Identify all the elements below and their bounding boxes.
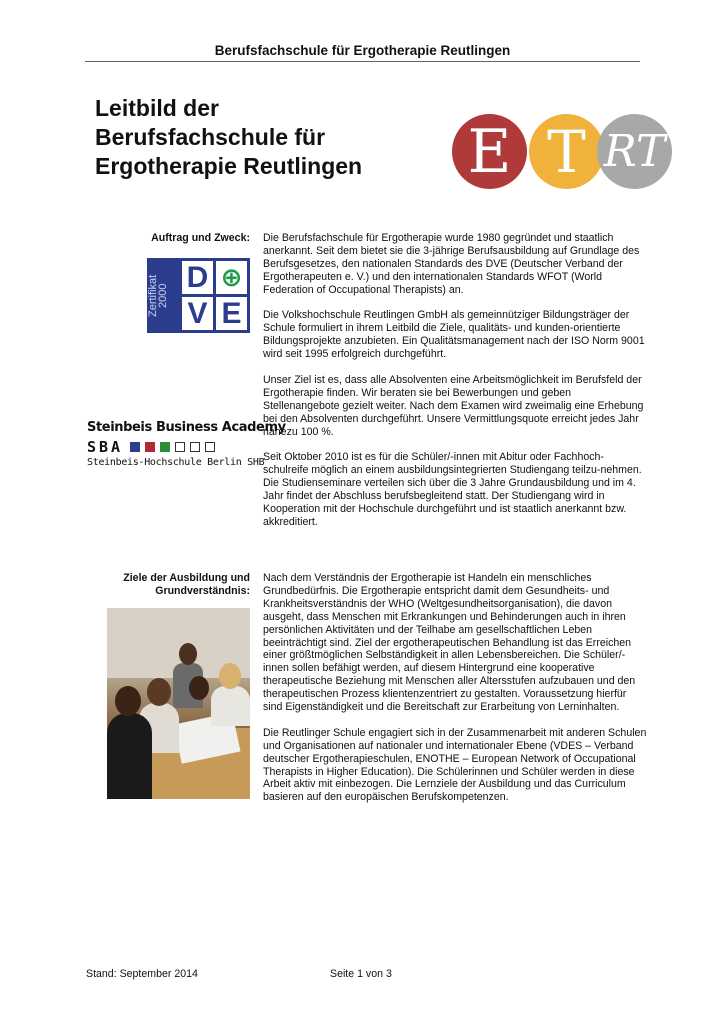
dve-emblem-icon: ⊕ [216,261,247,294]
paragraph: Nach dem Verständnis der Ergotherapie ist Handeln ein menschliches Grundbedürfnis. Die Ergotherapie entspricht damit dem Gesundheits- und Krankheitsverständnis der WHO (Weltgesundheitsorganisation), die davon ausgeht, dass Menschen mit Erkrankungen und Behinderungen auch in ihren persönlichen Aktivitäten und der Teilhabe am gesellschaftlichen Leben beeinträchtigt sind. Ziel der ergotherapeutischen Behandlung ist das Erreichen einer größtmöglichen Selbständigkeit in allen Lebensbereichen. Die Schüler/-innen sollen befähigt werden, auf diesem Hintergrund eine kooperative therapeutische Beziehung mit Menschen aller Altersstufen aufzubauen und den therapeutischen Prozess klientenzentriert zu gestalten. Voraussetzung hierfür sind Eigenständigkeit und die Bereitschaft zur Erarbeitung von Lerninhalten. [263,572,636,714]
sba-name: Steinbeis Business Academy [87,420,286,435]
paragraph: Die Volkshochschule Reutlingen GmbH als gemeinnütziger Bildungsträger der Schule formuliert in ihrem Leitbild die Ziele, qualitäts- und kunden-orientierte Bildungsprojekte anzubieten. Ein Qualitätsmanagement nach der ISO Norm 9001 wird seit 1995 erfolgreich durchgeführt. [263,309,645,361]
document-title-line-1: Leitbild der [95,95,219,121]
document-title-line-3: Ergotherapie Reutlingen [95,153,363,179]
section-label-ziele: Ziele der Ausbildung und Grundverständnis: [123,572,250,597]
paragraph: Die Reutlinger Schule engagiert sich in der Zusammenarbeit mit anderen Schulen und Organisationen auf nationaler und internationaler Ebene (VDES – Verband deutscher Ergotherapieschulen, ENOTHE – European Network of Occupational Therapists in Higher Education). Die Schülerinnen und Schüler werden in diese Arbeit aktiv mit einbezogen. Die Lernziele der Ausbildung und das Curriculum basieren auf den europäischen Berufskompetenzen. [263,726,647,804]
sba-abbr-row [87,439,257,455]
sba-subtitle: Steinbeis-Hochschule Berlin SHB [87,457,265,468]
sba-logo [87,420,286,468]
dve-certificate-text: Zertifikat 2000 [147,274,169,318]
dve-certificate-logo [147,258,250,333]
etrt-logo-e-circle: E [452,114,527,189]
section-text-auftrag [263,232,647,542]
page-header-title: Berufsfachschule für Ergotherapie Reutlingen [214,43,511,58]
sba-square-green [160,442,170,452]
header-divider [85,61,640,62]
etrt-logo-rt-circle: RT [597,114,672,189]
sba-square-blue [130,442,140,452]
paragraph: Seit Oktober 2010 ist es für die Schüler/-innen mit Abitur oder Fachhoch-schulreife möglich an einem ausbildungsintegrierten Studiengang teilzu-nehmen. Die Studienseminare verteilen sich über die 3 Jahre Grundausbildung und im 4. Jahr findet der Abschluss berufsbegleitend statt. Der Studiengang wird in Kooperation mit der Hochschule durchgeführt und ist staatlich anerkannt bzw. akkreditiert. [263,451,642,528]
etrt-logo [452,114,677,190]
sba-square-empty [205,442,215,452]
sba-abbr: SBA [87,438,124,456]
dve-letter-d: D [182,261,213,294]
dve-letter-v: V [182,297,213,330]
paragraph: Die Berufsfachschule für Ergotherapie wurde 1980 gegründet und staatlich anerkannt. Seit dem bietet sie die 3-jährige Berufsausbildung auf Grundlage des Berufsgesetzes, den nationalen Standards des DVE (Deutscher Verband der Ergotherapeuten e. V.) und den internationalen Standards WFOT (World Federation of Occupational Therapists) an. [263,232,640,296]
section-text-ziele [263,572,647,817]
section-label-auftrag: Auftrag und Zweck: [151,232,250,244]
footer-page-number: Seite 1 von 3 [330,968,392,980]
etrt-logo-t-circle: T [529,114,604,189]
footer-date: Stand: September 2014 [86,968,198,980]
paragraph: Unser Ziel ist es, dass alle Absolventen eine Arbeitsmöglichkeit im Berufsfeld der Ergotherapie finden. Wir beraten sie bei Bewerbungen und geben Stellenangebote gezielt weiter. Nach dem Examen wird zweimalig eine Erhebung bei den Absolventen durchgeführt. Unsere Vermittlungsquote erreicht jedes Jahr nahezu 100 %. [263,373,644,438]
sba-square-empty [175,442,185,452]
sba-square-empty [190,442,200,452]
sba-square-red [145,442,155,452]
dve-letter-e: E [216,297,247,330]
document-title [95,94,425,181]
document-title-line-2: Berufsfachschule für [95,124,326,150]
classroom-photo [107,608,250,799]
